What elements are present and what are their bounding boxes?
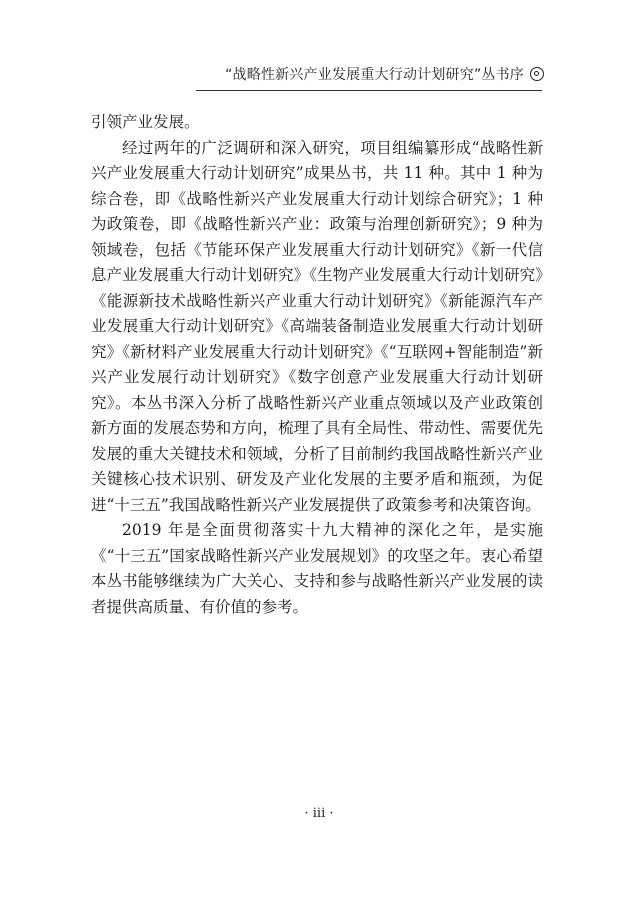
- paragraph-book-series: 经过两年的广泛调研和深入研究，项目组编纂形成“战略性新兴产业发展重大行动计划研究”成果丛书，共 11 种。其中 1 种为综合卷，即《战略性新兴产业发展重大行动计划综合研究》；1 种为政策卷，即《战略性新兴产业：政策与治理创新研究》；9 种为领域卷，包括《节能环保产业发展重大行动计划研究》《新一代信息产业发展重大行动计划研究》《生物产业发展重大行动计划研究》《能源新技术战略性新兴产业重大行动计划研究》《新能源汽车产业发展重大行动计划研究》《高端装备制造业发展重大行动计划研究》《新材料产业发展重大行动计划研究》《“互联网+智能制造”新兴产业发展行动计划研究》《数字创意产业发展重大行动计划研究》。本丛书深入分析了战略性新兴产业重点领域以及产业政策创新方面的发展态势和方向，梳理了具有全局性、带动性、需要优先发展的重大关键技术和领域，分析了目前制约我国战略性新兴产业关键核心技术识别、研发及产业化发展的主要矛盾和瓶颈，为促进“十三五”我国战略性新兴产业发展提供了政策参考和决策咨询。: [91, 138, 543, 514]
- paragraph-conclusion: 2019 年是全面贯彻落实十九大精神的深化之年，是实施《“十三五”国家战略性新兴产业发展规划》的攻坚之年。衷心希望本丛书能够继续为广大关心、支持和参与战略性新兴产业发展的读者提供高质量、有价值的参考。: [91, 521, 543, 616]
- running-header-title: “战略性新兴产业发展重大行动计划研究”丛书序: [225, 67, 524, 83]
- body-text: [91, 110, 543, 620]
- running-header: [225, 64, 544, 84]
- double-circle-icon: [530, 67, 544, 81]
- header-rule: [196, 90, 542, 91]
- paragraph-continuation: 引领产业发展。: [91, 113, 200, 131]
- page-number: · iii ·: [304, 806, 334, 821]
